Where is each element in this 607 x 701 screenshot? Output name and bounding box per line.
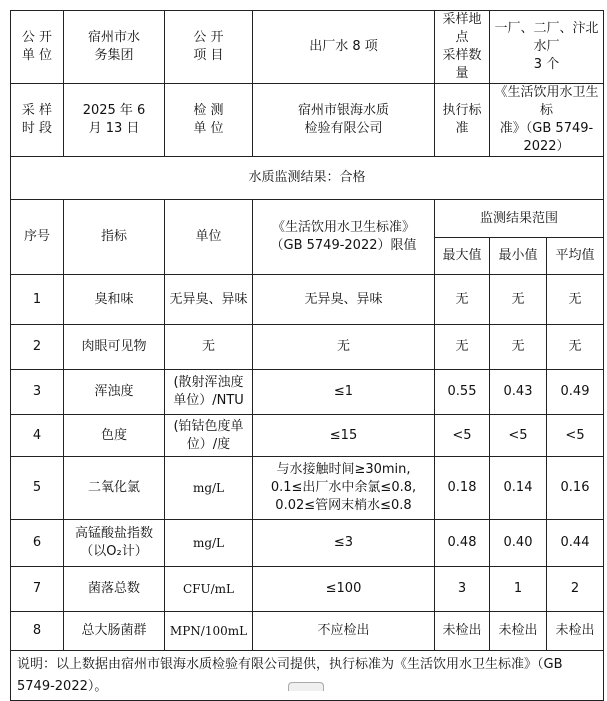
testing-unit-label: 检 测 单 位 [165,84,253,157]
header-row-2 [11,84,604,157]
row-unit: mg/L [165,520,253,567]
row-unit: mg/L [165,457,253,520]
col-unit: 单位 [165,200,253,275]
row-limit: 不应检出 [253,612,435,651]
table-row [11,415,604,457]
col-limit: 《生活饮用水卫生标准》 （GB 5749-2022）限值 [253,200,435,275]
row-min: 0.43 [490,370,547,415]
row-max: 无 [435,325,490,370]
sampling-site-value: 一厂、二厂、汴北水厂 3 个 [490,11,604,84]
row-unit: (散射浑浊度 单位）/NTU [165,370,253,415]
standard-value: 《生活饮用水卫生标 准》（GB 5749-2022） [490,84,604,157]
row-min: 无 [490,325,547,370]
row-max: 0.48 [435,520,490,567]
row-min: 无 [490,275,547,325]
row-min: 0.14 [490,457,547,520]
row-seq: 4 [11,415,64,457]
col-seq: 序号 [11,200,64,275]
row-limit: ≤15 [253,415,435,457]
row-seq: 8 [11,612,64,651]
row-unit: 无 [165,325,253,370]
row-indicator: 色度 [64,415,165,457]
row-limit: 无异臭、异味 [253,275,435,325]
publish-unit-value: 宿州市水 务集团 [64,11,165,84]
table-row [11,370,604,415]
row-min: 1 [490,567,547,612]
col-indicator: 指标 [64,200,165,275]
row-avg: 0.49 [547,370,604,415]
row-unit: CFU/mL [165,567,253,612]
row-avg: 无 [547,275,604,325]
header-row-1 [11,11,604,84]
sampling-site-label: 采样地点 采样数量 [435,11,490,84]
note: 说明：以上数据由宿州市银海水质检验有限公司提供，执行标准为《生活饮用水卫生标准》（GB 5749-2022）。 [11,651,604,701]
row-seq: 5 [11,457,64,520]
row-unit: 无异臭、异味 [165,275,253,325]
row-indicator: 肉眼可见物 [64,325,165,370]
water-quality-report [10,10,603,701]
row-limit: ≤3 [253,520,435,567]
row-limit: ≤1 [253,370,435,415]
row-max: 3 [435,567,490,612]
testing-unit-value: 宿州市银海水质 检验有限公司 [253,84,435,157]
row-avg: <5 [547,415,604,457]
row-min: <5 [490,415,547,457]
publish-item-label: 公 开 项 目 [165,11,253,84]
row-max: 无 [435,275,490,325]
table-row [11,275,604,325]
table-row [11,457,604,520]
row-seq: 2 [11,325,64,370]
row-indicator: 菌落总数 [64,567,165,612]
row-seq: 1 [11,275,64,325]
row-avg: 无 [547,325,604,370]
note-row [11,651,604,701]
row-max: <5 [435,415,490,457]
col-range: 监测结果范围 [435,200,604,238]
result-row [11,157,604,200]
column-header-row-1 [11,200,604,238]
row-avg: 0.16 [547,457,604,520]
row-max: 0.18 [435,457,490,520]
row-avg: 未检出 [547,612,604,651]
row-indicator: 二氧化氯 [64,457,165,520]
standard-label: 执行标准 [435,84,490,157]
row-limit: ≤100 [253,567,435,612]
row-indicator: 高锰酸盐指数 （以O₂计） [64,520,165,567]
data-rows [11,275,604,651]
report-table [10,10,604,701]
table-row [11,567,604,612]
row-indicator: 总大肠菌群 [64,612,165,651]
row-min: 未检出 [490,612,547,651]
col-avg: 平均值 [547,238,604,275]
result-summary: 水质监测结果：合格 [11,157,604,200]
col-min: 最小值 [490,238,547,275]
table-row [11,325,604,370]
row-max: 未检出 [435,612,490,651]
publish-item-value: 出厂水 8 项 [253,11,435,84]
row-seq: 7 [11,567,64,612]
row-unit: MPN/100mL [165,612,253,651]
row-seq: 3 [11,370,64,415]
row-unit: (铂钴色度单 位）/度 [165,415,253,457]
row-avg: 0.44 [547,520,604,567]
col-max: 最大值 [435,238,490,275]
publish-unit-label: 公 开 单 位 [11,11,64,84]
row-indicator: 浑浊度 [64,370,165,415]
row-min: 0.40 [490,520,547,567]
sampling-period-value: 2025 年 6 月 13 日 [64,84,165,157]
row-limit: 无 [253,325,435,370]
row-indicator: 臭和味 [64,275,165,325]
row-limit: 与水接触时间≥30min, 0.1≤出厂水中余氯≤0.8, 0.02≤管网末梢水≤0.8 [253,457,435,520]
sampling-period-label: 采 样 时 段 [11,84,64,157]
table-row [11,612,604,651]
table-row [11,520,604,567]
row-max: 0.55 [435,370,490,415]
row-seq: 6 [11,520,64,567]
row-avg: 2 [547,567,604,612]
